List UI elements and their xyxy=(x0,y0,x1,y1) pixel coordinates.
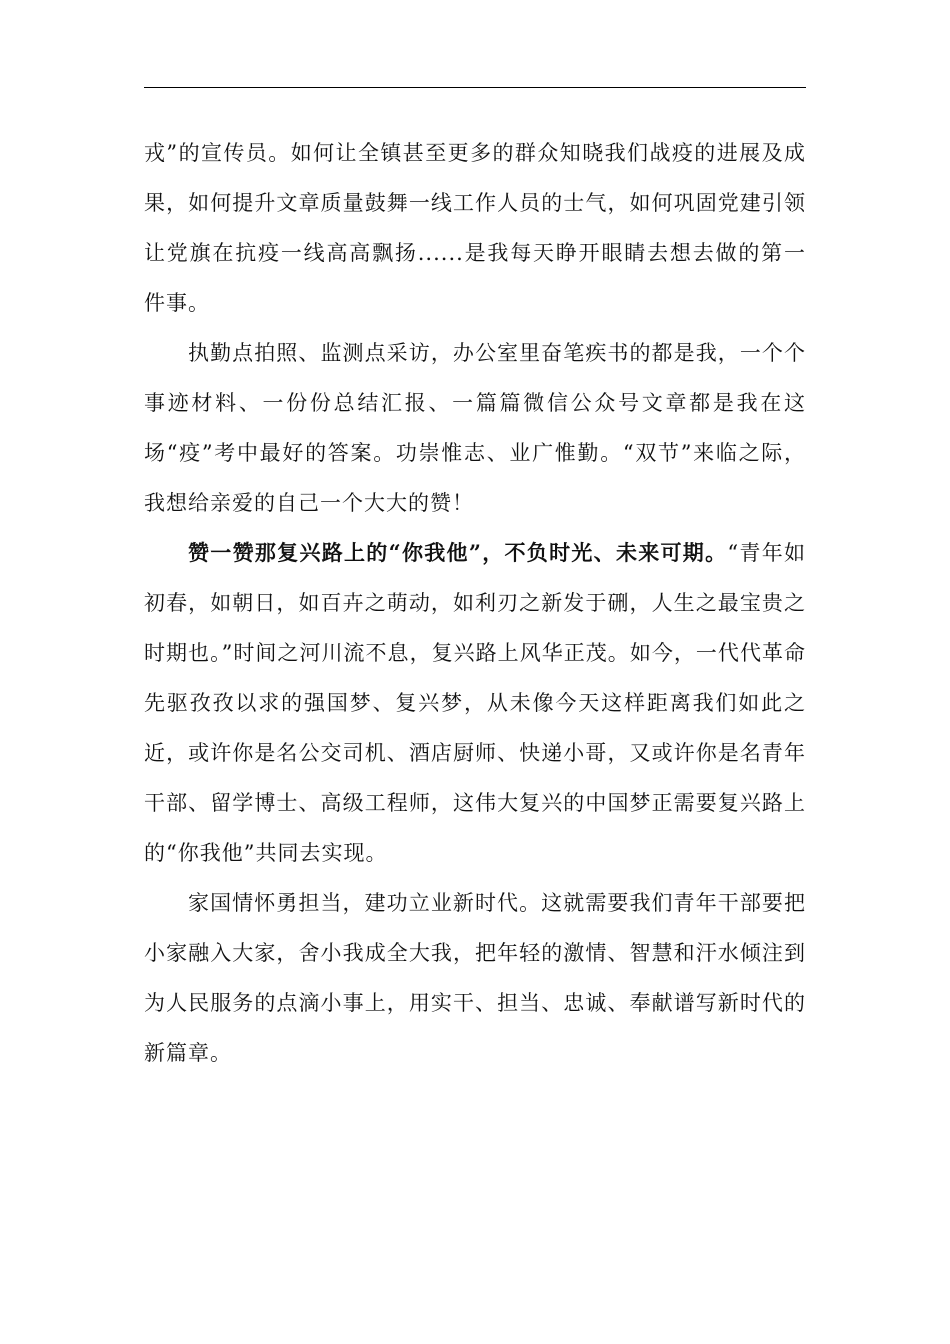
paragraph-heading: 赞一赞那复兴路上的“你我他”，不负时光、未来可期。 xyxy=(188,540,728,565)
header-rule xyxy=(144,87,806,88)
paragraph-text: 戎”的宣传员。如何让全镇甚至更多的群众知晓我们战疫的进展及成果，如何提升文章质量鼓舞一线工作人员的士气，如何巩固党建引领让党旗在抗疫一线高高飘扬......是我每天睁开眼睛去想去做的第一件事。 xyxy=(144,141,806,315)
paragraph-text: “青年如初春，如朝日，如百卉之萌动，如利刃之新发于硎，人生之最宝贵之时期也。”时间之河川流不息，复兴路上风华正茂。如今，一代代革命先驱孜孜以求的强国梦、复兴梦，从未像今天这样距离我们如此之近，或许你是名公交司机、酒店厨师、快递小哥，又或许你是名青年干部、留学博士、高级工程师，这伟大复兴的中国梦正需要复兴路上的“你我他”共同去实现。 xyxy=(144,541,806,865)
paragraph-continued xyxy=(144,128,806,328)
paragraph-revival-road xyxy=(144,528,806,878)
document-body xyxy=(144,128,806,1078)
paragraph-text: 家国情怀勇担当，建功立业新时代。这就需要我们青年干部要把小家融入大家，舍小我成全大我，把年轻的激情、智慧和汗水倾注到为人民服务的点滴小事上，用实干、担当、忠诚、奉献谱写新时代的新篇章。 xyxy=(144,891,806,1065)
paragraph-patriotism xyxy=(144,878,806,1078)
paragraph-self-praise xyxy=(144,328,806,528)
paragraph-text: 执勤点拍照、监测点采访，办公室里奋笔疾书的都是我，一个个事迹材料、一份份总结汇报、一篇篇微信公众号文章都是我在这场“疫”考中最好的答案。功崇惟志、业广惟勤。“双节”来临之际，我想给亲爱的自己一个大大的赞！ xyxy=(144,341,806,515)
